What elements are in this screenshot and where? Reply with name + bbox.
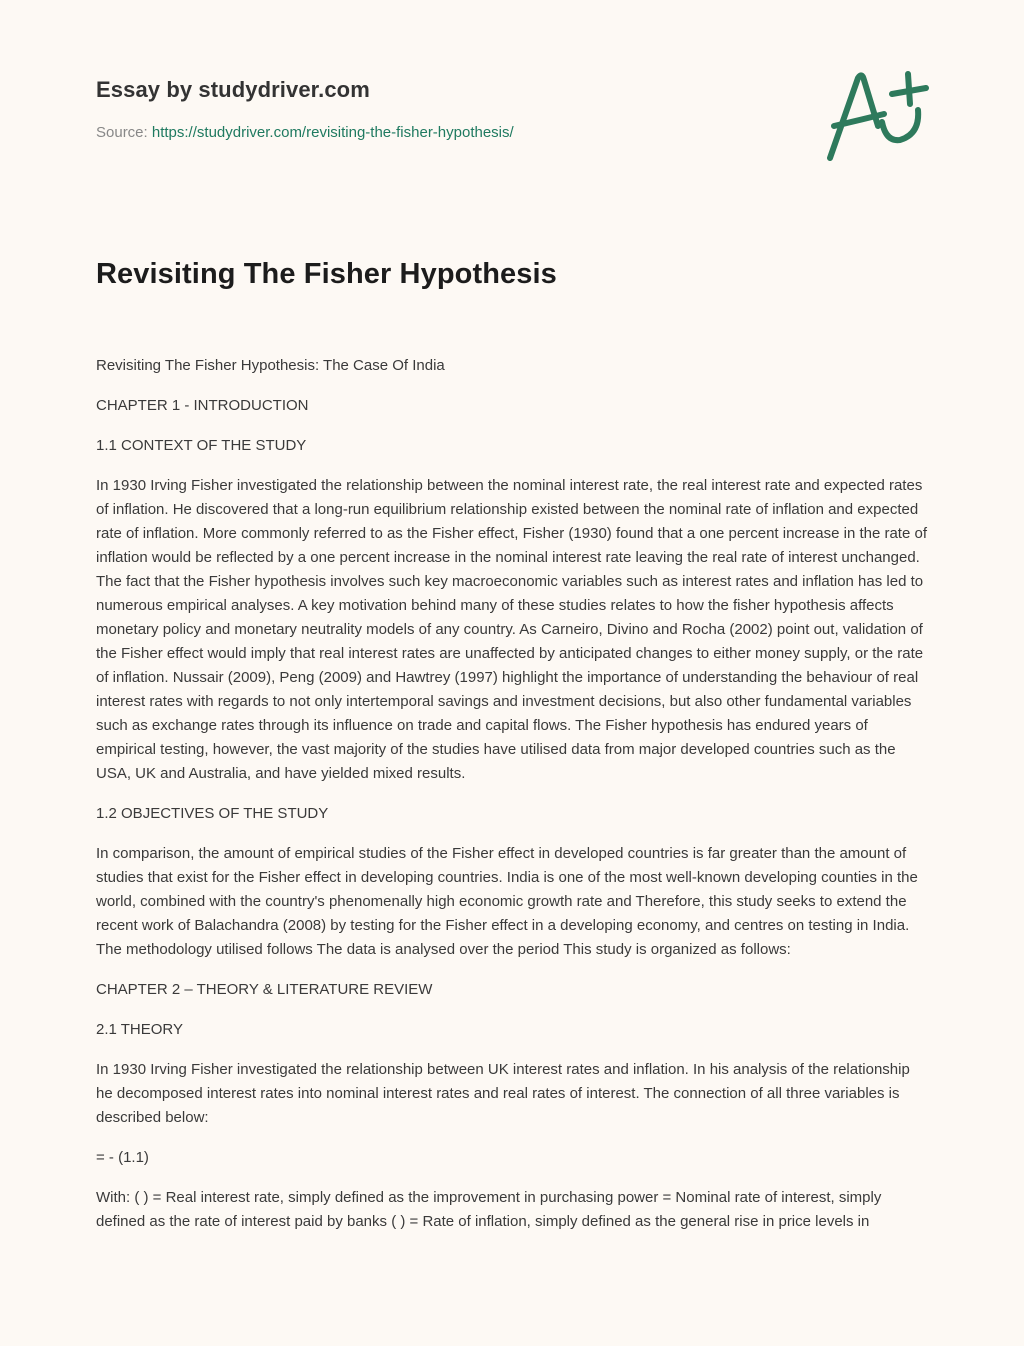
document-body (96, 354, 930, 1250)
site-title: Essay by studydriver.com (96, 77, 370, 102)
section-heading: 1.1 CONTEXT OF THE STUDY (96, 437, 307, 454)
page-title: Revisiting The Fisher Hypothesis (96, 258, 557, 290)
chapter-heading: CHAPTER 2 – THEORY & LITERATURE REVIEW (96, 981, 433, 998)
body-paragraph: With: ( ) = Real interest rate, simply defined as the improvement in purchasing power = Nominal rate of interest, simply defined as the rate of interest paid by banks ( ) = Rate of inflation, simply defined as the general rise in price levels in (96, 1189, 882, 1230)
equation: = - (1.1) (96, 1149, 149, 1166)
a-plus-grade-icon (820, 64, 930, 168)
source-label: Source: (96, 124, 148, 141)
body-paragraph: In 1930 Irving Fisher investigated the relationship between the nominal interest rate, the real interest rate and expected rates of inflation. He discovered that a long-run equilibrium relationship existed between the nominal rate of inflation and expected rate of inflation. More commonly referred to as the Fisher effect, Fisher (1930) found that a one percent increase in the rate of inflation would be reflected by a one percent increase in the nominal interest rate leaving the real rate of interest unchanged. The fact that the Fisher hypothesis involves such key macroeconomic variables such as interest rates and inflation has led to numerous empirical analyses. A key motivation behind many of these studies relates to how the fisher hypothesis affects monetary policy and monetary neutrality models of any country. As Carneiro, Divino and Rocha (2002) point out, validation of the Fisher effect would imply that real interest rates are unaffected by anticipated changes to either money supply, or the rate of inflation. Nussair (2009), Peng (2009) and Hawtrey (1997) highlight the importance of understanding the behaviour of real interest rates with regards to not only intertemporal savings and investment decisions, but also other fundamental variables such as exchange rates through its influence on trade and capital flows. The Fisher hypothesis has endured years of empirical testing, however, the vast majority of the studies have utilised data from major developed countries such as the USA, UK and Australia, and have yielded mixed results. (96, 477, 927, 782)
source-link[interactable]: https://studydriver.com/revisiting-the-fisher-hypothesis/ (151, 124, 514, 141)
body-paragraph: In comparison, the amount of empirical studies of the Fisher effect in developed countries is far greater than the amount of studies that exist for the Fisher effect in developing countries. India is one of the most well-known developing counties in the world, combined with the country's phenomenally high economic growth rate and Therefore, this study seeks to extend the recent work of Balachandra (2008) by testing for the Fisher effect in a developing economy, and centres on testing in India. The methodology utilised follows The data is analysed over the period This study is organized as follows: (96, 845, 918, 958)
section-heading: 1.2 OBJECTIVES OF THE STUDY (96, 805, 329, 822)
site-header (96, 74, 796, 143)
body-paragraph: In 1930 Irving Fisher investigated the relationship between UK interest rates and inflation. In his analysis of the relationship he decomposed interest rates into nominal interest rates and real rates of interest. The connection of all three variables is described below: (96, 1061, 910, 1126)
subtitle: Revisiting The Fisher Hypothesis: The Case Of India (96, 357, 445, 374)
chapter-heading: CHAPTER 1 - INTRODUCTION (96, 397, 309, 414)
section-heading: 2.1 THEORY (96, 1021, 183, 1038)
source-line (96, 123, 796, 143)
